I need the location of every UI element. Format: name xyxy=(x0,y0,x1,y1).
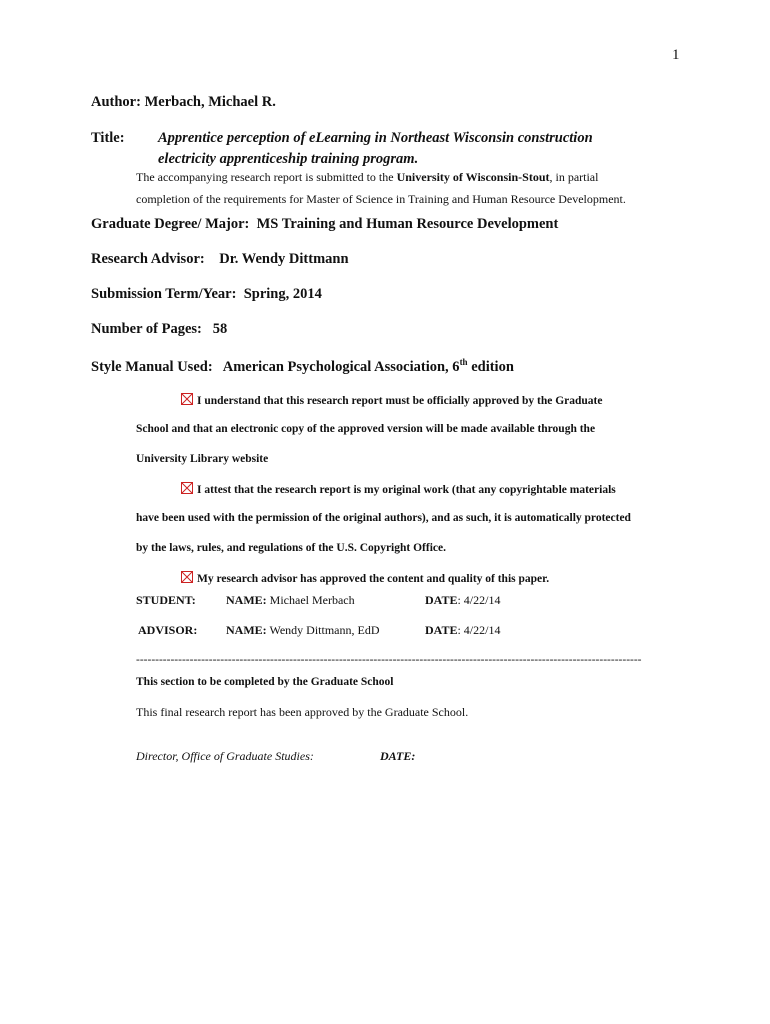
date-label: DATE xyxy=(425,593,458,607)
advisor-name: Wendy Dittmann, EdD xyxy=(269,623,380,637)
intro-pre: The accompanying research report is submitted to the xyxy=(136,170,397,184)
student-label: STUDENT: xyxy=(136,593,196,607)
advisor-name-line xyxy=(226,623,379,638)
title-line-1: Apprentice perception of eLearning in Northeast Wisconsin construction xyxy=(158,130,593,146)
advisor-label: Research Advisor: xyxy=(91,251,205,267)
submission-label: Submission Term/Year: xyxy=(91,286,237,302)
grad-school-heading: This section to be completed by the Graduate School xyxy=(136,676,394,688)
check-2-line-3: by the laws, rules, and regulations of the U.S. Copyright Office. xyxy=(136,542,446,554)
title-label: Title: xyxy=(91,130,125,146)
page-number: 1 xyxy=(672,47,680,63)
grad-school-approved: This final research report has been approved by the Graduate School. xyxy=(136,705,469,719)
student-name: Michael Merbach xyxy=(269,593,355,607)
student-date-line xyxy=(425,593,500,608)
checked-box-icon[interactable] xyxy=(181,482,193,494)
check-1-text: I understand that this research report must be officially approved by the Graduate xyxy=(197,395,603,407)
degree-value: MS Training and Human Resource Development xyxy=(256,216,559,232)
author-value: Merbach, Michael R. xyxy=(144,94,276,110)
intro-line-1 xyxy=(136,170,598,185)
director-date-label: DATE: xyxy=(380,749,416,763)
style-label: Style Manual Used: xyxy=(91,358,213,375)
divider-line: ------------------------------------------------------------------------------------------------------------------------------------ xyxy=(136,654,642,666)
check-3-text: My research advisor has approved the content and quality of this paper. xyxy=(197,573,550,585)
author-label: Author: xyxy=(91,94,141,110)
pages-label: Number of Pages: xyxy=(91,321,202,337)
style-post: edition xyxy=(467,358,514,375)
advisor-value: Dr. Wendy Dittmann xyxy=(219,251,349,267)
check-1-line-2: School and that an electronic copy of the approved version will be made available through the xyxy=(136,423,596,435)
degree-label: Graduate Degree/ Major: xyxy=(91,216,250,232)
degree-line xyxy=(91,216,558,233)
author-line xyxy=(91,94,276,111)
student-name-line xyxy=(226,593,355,608)
student-date: : 4/22/14 xyxy=(457,593,501,607)
checked-box-icon[interactable] xyxy=(181,393,193,405)
style-sup: th xyxy=(459,357,468,367)
submission-line xyxy=(91,286,322,303)
director-label: Director, Office of Graduate Studies: xyxy=(136,749,314,763)
pages-value: 58 xyxy=(212,321,228,337)
submission-value: Spring, 2014 xyxy=(243,286,322,302)
check-1-line-1 xyxy=(181,393,603,407)
date-label: DATE xyxy=(425,623,458,637)
style-value: American Psychological Association, 6 xyxy=(222,358,460,375)
check-1-line-3: University Library website xyxy=(136,453,269,465)
check-3-line-1 xyxy=(181,571,549,585)
name-label: NAME: xyxy=(226,593,267,607)
style-manual-line xyxy=(91,357,514,376)
intro-university: University of Wisconsin-Stout xyxy=(396,170,550,184)
name-label: NAME: xyxy=(226,623,267,637)
check-2-text: I attest that the research report is my original work (that any copyrightable materials xyxy=(197,484,616,496)
intro-line-2: completion of the requirements for Master of Science in Training and Human Resource Development. xyxy=(136,192,626,206)
advisor-sig-label: ADVISOR: xyxy=(138,623,198,637)
advisor-date: : 4/22/14 xyxy=(457,623,501,637)
intro-post: , in partial xyxy=(549,170,599,184)
check-2-line-2: have been used with the permission of the original authors), and as such, it is automatically protected xyxy=(136,512,631,524)
advisor-date-line xyxy=(425,623,500,638)
title-line-2: electricity apprenticeship training program. xyxy=(158,151,419,167)
check-2-line-1 xyxy=(181,482,616,496)
pages-line xyxy=(91,321,227,338)
advisor-line xyxy=(91,251,349,268)
checked-box-icon[interactable] xyxy=(181,571,193,583)
